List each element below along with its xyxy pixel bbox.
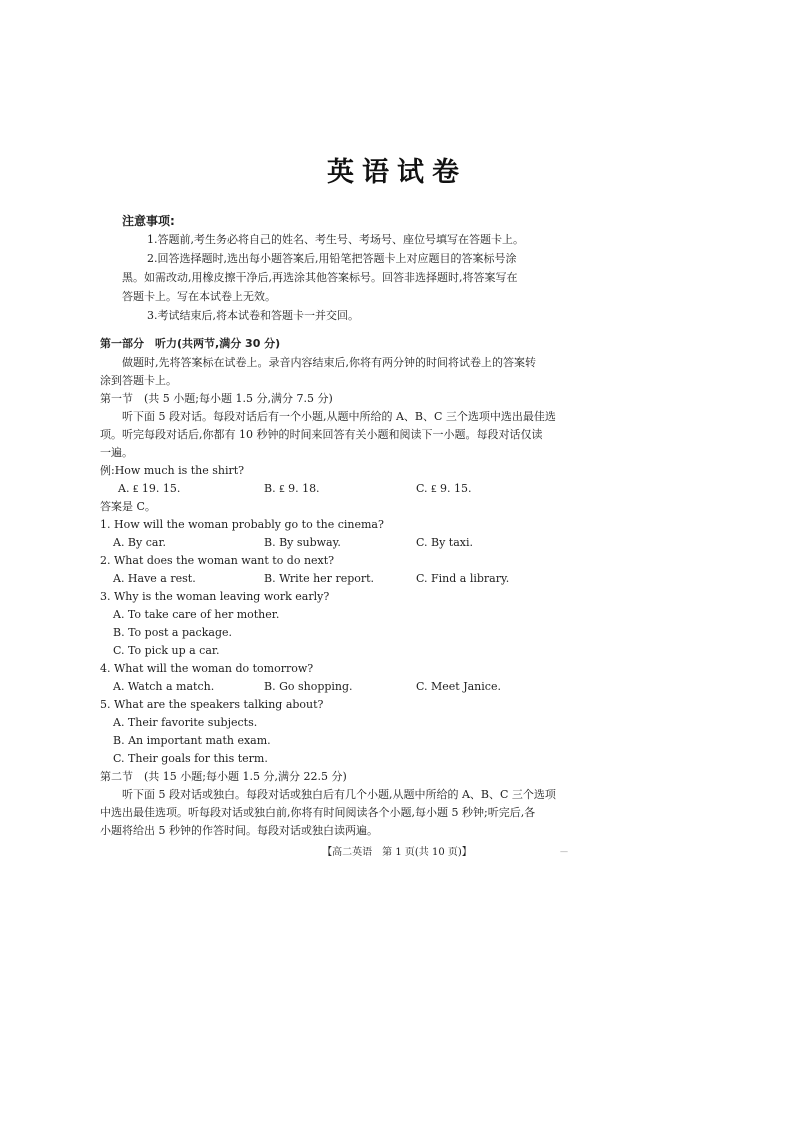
- section2-heading: 第二节 (共 15 小题;每小题 1.5 分,满分 22.5 分): [100, 770, 347, 783]
- example-answer: 答案是 C。: [100, 500, 156, 513]
- option-5a: A. Their favorite subjects.: [113, 716, 258, 729]
- example-option: B. ₤ 9. 18.: [264, 482, 320, 495]
- section2-intro-line: 小题将给出 5 秒钟的作答时间。每段对话或独白读两遍。: [100, 824, 378, 837]
- option-5c: C. Their goals for this term.: [113, 752, 268, 765]
- section2-intro-line: 中选出最佳选项。听每段对话或独白前,你将有时间阅读各个小题,每小题 5 秒钟;听完后,各: [100, 806, 536, 819]
- option-3a: A. To take care of her mother.: [113, 608, 280, 621]
- page-footer: 【高二英语 第 1 页(共 10 页)】: [322, 847, 472, 858]
- example-option: A. ₤ 19. 15.: [118, 482, 181, 495]
- example-question: 例:How much is the shirt?: [100, 464, 245, 477]
- scan-mark: —: [560, 847, 568, 856]
- section1-heading: 第一节 (共 5 小题;每小题 1.5 分,满分 7.5 分): [100, 392, 333, 405]
- note-line: 1.答题前,考生务必将自己的姓名、考生号、考场号、座位号填写在答题卡上。: [147, 233, 524, 246]
- section1-intro-line: 一遍。: [100, 446, 133, 459]
- option-3c: C. To pick up a car.: [113, 644, 220, 657]
- section2-intro-line: 听下面 5 段对话或独白。每段对话或独白后有几个小题,从题中所给的 A、B、C 三个选项: [122, 788, 556, 801]
- part1-intro-line: 涂到答题卡上。: [100, 374, 177, 387]
- note-line: 2.回答选择题时,选出每小题答案后,用铅笔把答题卡上对应题目的答案标号涂: [147, 252, 517, 265]
- question-4: 4. What will the woman do tomorrow?: [100, 662, 314, 675]
- option-1c: C. By taxi.: [416, 536, 474, 549]
- option-3b: B. To post a package.: [113, 626, 232, 639]
- note-line: 黑。如需改动,用橡皮擦干净后,再选涂其他答案标号。回答非选择题时,将答案写在: [122, 271, 518, 284]
- question-2: 2. What does the woman want to do next?: [100, 554, 335, 567]
- option-1b: B. By subway.: [264, 536, 341, 549]
- notes-heading: 注意事项:: [122, 214, 175, 228]
- option-4c: C. Meet Janice.: [416, 680, 501, 693]
- exam-title: 英语试卷: [327, 157, 467, 188]
- option-2c: C. Find a library.: [416, 572, 510, 585]
- section1-intro-line: 项。听完每段对话后,你都有 10 秒钟的时间来回答有关小题和阅读下一小题。每段对话仅读: [100, 428, 543, 441]
- question-5: 5. What are the speakers talking about?: [100, 698, 324, 711]
- example-option: C. ₤ 9. 15.: [416, 482, 472, 495]
- section1-intro-line: 听下面 5 段对话。每段对话后有一个小题,从题中所给的 A、B、C 三个选项中选出最佳选: [122, 410, 556, 423]
- option-4b: B. Go shopping.: [264, 680, 353, 693]
- option-5b: B. An important math exam.: [113, 734, 271, 747]
- note-line: 答题卡上。写在本试卷上无效。: [122, 290, 276, 303]
- option-1a: A. By car.: [113, 536, 166, 549]
- option-2b: B. Write her report.: [264, 572, 375, 585]
- question-1: 1. How will the woman probably go to the cinema?: [100, 518, 384, 531]
- part1-intro-line: 做题时,先将答案标在试卷上。录音内容结束后,你将有两分钟的时间将试卷上的答案转: [122, 356, 536, 369]
- note-line: 3.考试结束后,将本试卷和答题卡一并交回。: [147, 309, 359, 322]
- option-2a: A. Have a rest.: [113, 572, 196, 585]
- option-4a: A. Watch a match.: [113, 680, 215, 693]
- part1-heading: 第一部分 听力(共两节,满分 30 分): [100, 337, 281, 350]
- question-3: 3. Why is the woman leaving work early?: [100, 590, 330, 603]
